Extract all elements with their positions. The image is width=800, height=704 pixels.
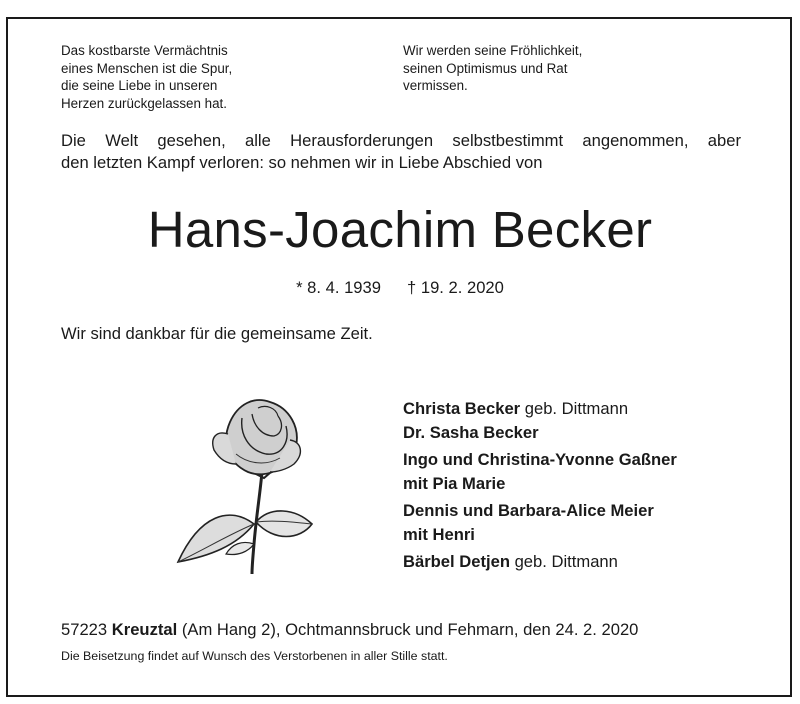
intro-text <box>61 130 741 174</box>
family-note: geb. Dittmann <box>509 552 618 571</box>
place-zip: 57223 <box>61 620 112 639</box>
funeral-note: Die Beisetzung findet auf Wunsch des Verstorbenen in aller Stille statt. <box>61 649 448 663</box>
family-name: Dr. Sasha Becker <box>403 422 539 442</box>
family-group <box>403 397 677 444</box>
deceased-name: Hans-Joachim Becker <box>147 201 653 258</box>
family-row <box>403 499 677 523</box>
family-name: Ingo und Christina-Yvonne Gaßner <box>403 450 677 469</box>
family-signatures <box>403 397 677 578</box>
family-name: mit Pia Marie <box>403 473 506 493</box>
thanks-text: Wir sind dankbar für die gemeinsame Zeit. <box>61 324 373 343</box>
family-name: Bärbel Detjen <box>403 552 510 571</box>
family-name: Dennis und Barbara-Alice Meier <box>403 501 654 520</box>
quote-right-line: Wir werden seine Fröhlichkeit, <box>403 43 583 58</box>
birth-date: * 8. 4. 1939 <box>296 278 381 297</box>
family-name: Christa Becker <box>403 399 521 418</box>
quote-left-line: eines Menschen ist die Spur, <box>61 60 233 76</box>
rose-icon <box>170 394 330 584</box>
quote-left-line: Herzen zurückgelassen hat. <box>61 95 227 111</box>
place-and-date <box>61 620 638 640</box>
family-group <box>403 550 677 574</box>
place-city: Kreuztal <box>111 620 178 639</box>
family-row <box>403 421 677 445</box>
family-row <box>403 550 677 574</box>
quote-left-line: die seine Liebe in unseren <box>61 78 218 93</box>
place-rest: (Am Hang 2), Ochtmannsbruck und Fehmarn, den 24. 2. 2020 <box>177 620 639 639</box>
obituary-frame <box>6 17 792 697</box>
death-date: † 19. 2. 2020 <box>407 278 504 297</box>
quote-right <box>403 42 582 95</box>
family-row <box>403 397 677 421</box>
intro-line-1: Die Welt gesehen, alle Herausforderungen selbstbestimmt angenommen, aber <box>61 131 741 150</box>
family-note: geb. Dittmann <box>520 399 629 418</box>
family-row <box>403 448 677 472</box>
quote-left-line: Das kostbarste Vermächtnis <box>61 43 228 58</box>
quote-left <box>61 42 232 112</box>
quote-right-line: vermissen. <box>403 78 468 93</box>
family-name: mit Henri <box>403 524 475 544</box>
life-dates <box>0 278 800 298</box>
family-row <box>403 523 677 547</box>
intro-line-2: den letzten Kampf verloren: so nehmen wir in Liebe Abschied von <box>61 153 543 172</box>
family-group <box>403 448 677 495</box>
family-group <box>403 499 677 546</box>
family-row <box>403 472 677 496</box>
quote-right-line: seinen Optimismus und Rat <box>403 60 568 76</box>
